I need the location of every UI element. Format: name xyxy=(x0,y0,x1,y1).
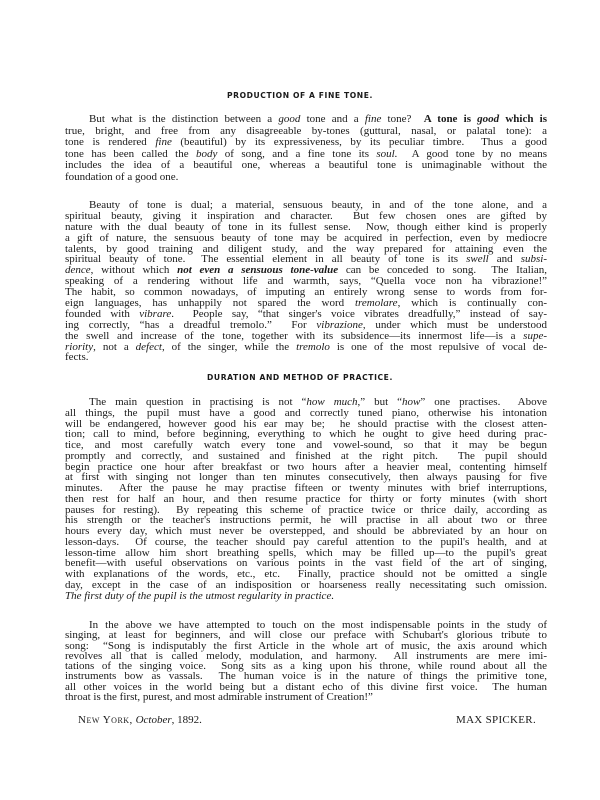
text-run: defect xyxy=(135,340,162,353)
text-run: , under which must be understood xyxy=(362,318,547,331)
text-run: founded with xyxy=(65,307,140,320)
text-run: The habit, so common nowadays, of imputing an entirely wrong sense to words from for- xyxy=(65,286,547,299)
text-run: The first duty of the pupil is the utmost regularity in practice. xyxy=(65,589,335,602)
section-heading-duration: DURATION AND METHOD OF PRACTICE. xyxy=(207,373,393,382)
text-run: , which is continually con- xyxy=(397,297,547,310)
text-run: all things, the pupil must have a good and correctly tuned piano, otherwise his intonation xyxy=(65,406,547,419)
text-run: true, bright, and free from any disagreeable by-tones (guttural, nasal, or palatal tone): a xyxy=(65,124,547,137)
text-run: tations of the singing voice. Song sits as a king upon his throne, while round about all the xyxy=(65,660,547,673)
text-run: of song, and a fine tone its xyxy=(217,147,377,160)
text-run: revolves all that is called melody, modulation, and harmony. All instruments are mere imi- xyxy=(65,649,547,662)
text-run: not even a sensuous tone-value xyxy=(177,264,339,277)
section-heading-production: PRODUCTION OF A FINE TONE. xyxy=(226,91,374,100)
text-run: is one of the most repulsive of vocal de- xyxy=(329,340,547,353)
text-run: A good tone by no means xyxy=(397,147,547,160)
text-run: how xyxy=(402,396,421,408)
text-run: tremolare xyxy=(354,297,398,310)
text-run: ” one practises. Above xyxy=(420,396,547,408)
text-run: begin practice one hour after breakfast or two hours after a heavier meal, contenting himself xyxy=(65,460,547,473)
signature-month: October xyxy=(135,714,172,726)
text-run: But what is the distinction between a xyxy=(89,113,279,125)
text-run: a gift of nature, the sensuous beauty of tone may be acquired in perfection, even by mediocre xyxy=(65,231,547,244)
paragraph-tone-distinction xyxy=(65,113,548,183)
text-run: good xyxy=(477,113,500,125)
text-line xyxy=(65,591,547,602)
text-run: and xyxy=(488,253,521,266)
text-run: can be conceded to song. The Italian, xyxy=(338,264,547,277)
text-run: spiritual beauty of tone. The essential element in all beauty of tone is its xyxy=(65,253,467,266)
text-run: which is xyxy=(499,113,548,125)
text-run: swell xyxy=(466,253,489,266)
text-run: body xyxy=(196,147,218,160)
text-run: good xyxy=(278,113,301,125)
text-run: day, except in the case of an indisposition or hoarseness really necessitating such omission. xyxy=(65,578,547,591)
text-run: A tone is xyxy=(423,113,478,125)
text-line xyxy=(65,692,547,702)
text-run: his strength or the teacher's instructions permit, he will practise in all about two or three xyxy=(65,514,547,527)
text-run: eign languages, has unhappily not spared the word xyxy=(65,297,355,310)
paragraph-practice-method xyxy=(65,396,547,602)
text-run: all other voices in the world being but a distant echo of this divine first voice. The human xyxy=(65,680,547,693)
text-run: with explanations of the words, etc., etc. Finally, practice should not be omitted a single xyxy=(65,568,547,580)
text-run: singing, at least for beginners, and will close our preface with Schubart's glorious tribute to xyxy=(65,629,547,642)
text-run: lesson-time allow him short breathing spells, which may be filled up—to the pupil's great xyxy=(65,546,547,559)
text-run: minutes. After the pause he may practise fifteen or twenty minutes with brief interruptions, xyxy=(65,482,547,494)
text-run: , not a xyxy=(93,340,136,353)
text-run: tone is rendered xyxy=(65,136,156,148)
text-run: supe- xyxy=(523,329,547,342)
text-run: (beautiful) by its expressiveness, by its peculiar timbre. Thus a good xyxy=(171,136,548,148)
text-run: the swell and increase of the tone, together with its subsidence—its innermost life—is a xyxy=(65,329,524,342)
text-run: nature with the dual beauty of tone in its fullest sense. Now, though either kind is properly xyxy=(65,220,547,233)
signature-year: , 1892. xyxy=(171,714,202,726)
text-run: lesson-days. Of course, the teacher should pay careful attention to the pupil's health, and at xyxy=(65,535,547,548)
paragraph-beauty-of-tone xyxy=(65,199,547,364)
text-run: fine xyxy=(364,113,382,125)
text-run: ,” but “ xyxy=(357,396,403,408)
text-run: hours every day, which must never be overstepped, and should be abbreviated by an hour on xyxy=(65,525,547,537)
text-run: fine xyxy=(155,136,172,148)
signature-place-date xyxy=(78,714,202,726)
text-run: song: “Song is indisputably the first Article in the whole art of music, the axis around which xyxy=(65,639,547,652)
text-run: subsi- xyxy=(520,253,547,266)
text-run: then rest for half an hour, and then resume practice for thirty or forty minutes (with short xyxy=(65,492,547,505)
paragraph-schubart-tribute xyxy=(65,619,547,704)
text-run: foundation of a good one. xyxy=(65,170,179,183)
text-run: The main question in practising is not “ xyxy=(89,396,307,408)
text-run: will be endangered, however good his ear may be; he should practise with the closest atten- xyxy=(65,417,547,430)
text-run: vibrazione xyxy=(316,318,363,331)
text-run: tone has been called the xyxy=(65,147,197,160)
text-run: throat is the first, purest, and most admirable instrument of Creation!” xyxy=(65,691,373,704)
text-run: tremolo xyxy=(296,340,330,353)
text-run: talents, by good training and diligent study, and the way prepared for attaining even the xyxy=(65,242,547,255)
text-run: includes the idea of a beautiful one, whereas a beautiful tone is unimaginable without the xyxy=(65,159,547,171)
text-run: , without which xyxy=(90,264,178,277)
text-run: promptly and correctly, and sustained and finished at the right pitch. The pupil should xyxy=(65,449,547,462)
signature-author: MAX SPICKER. xyxy=(455,714,536,726)
text-run: Beauty of tone is dual; a material, sensuous beauty, in and of the tone alone, and a xyxy=(89,199,547,211)
text-line xyxy=(65,172,547,184)
text-run: tone? xyxy=(381,113,424,125)
text-run: how much xyxy=(306,396,358,408)
text-run: speaking of a rendering without life and warmth, says, “Quella voce non ha vibrazione!” xyxy=(65,275,547,288)
text-line xyxy=(65,352,547,363)
text-run: benefit—with useful observations on various points in the vast field of the art of singing, xyxy=(65,557,547,570)
text-run: In the above we have attempted to touch on the most indispensable points in the study of xyxy=(89,619,547,631)
text-run: , of the singer, while the xyxy=(161,340,297,353)
text-run: at first with singing not longer than ten minutes consecutively, then always pausing for five xyxy=(65,471,547,484)
text-run: spiritual beauty, giving it inspiration and character. But few chosen ones are gifted by xyxy=(65,209,547,222)
text-run: tone and a xyxy=(300,113,365,125)
text-run: instruments bow as vassals. The human voice is in the nature of things the primitive tone, xyxy=(65,670,547,683)
text-run: tice, and most carefully watch every tone and vowel-sound, so that it may be begun xyxy=(65,439,547,451)
signature-place: New York, xyxy=(78,714,133,726)
text-run: fects. xyxy=(65,351,89,364)
text-run: tion; call to mind, before beginning, everything to which he ought to give heed during prac- xyxy=(65,428,547,441)
text-run: dence xyxy=(65,264,91,277)
text-run: vibrare xyxy=(139,307,172,320)
text-run: soul. xyxy=(376,147,398,160)
text-run: ing correctly, “has a dreadful tremolo.” For xyxy=(65,318,317,331)
text-run: pauses for resting). By repeating this scheme of practice twice or thrice daily, according as xyxy=(65,503,547,516)
text-line xyxy=(65,342,547,353)
text-run: riority xyxy=(65,340,94,353)
text-run: . People say, “that singer's voice vibrates dreadfully,” instead of say- xyxy=(171,307,547,320)
